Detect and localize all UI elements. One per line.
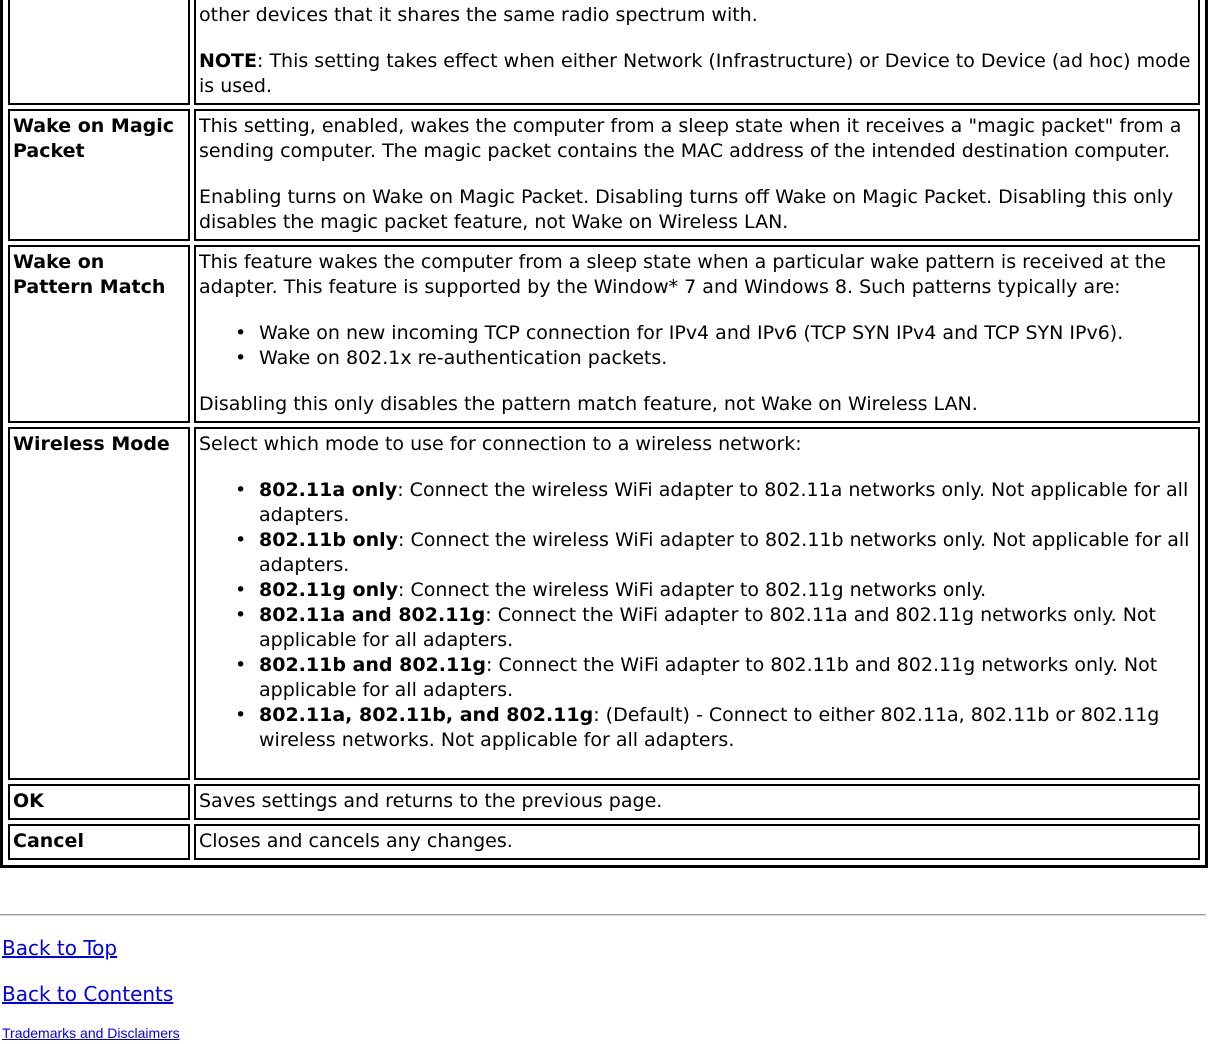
description-text: other devices that it shares the same radio spectrum with. — [199, 4, 758, 26]
mode-label: 802.11b and 802.11g — [259, 654, 487, 676]
term-cell: Wireless Mode — [8, 427, 190, 780]
note-text: : This setting takes effect when either Network (Infrastructure) or Device to Device (ad hoc) mode is used. — [199, 50, 1191, 97]
description-cell — [194, 245, 1200, 423]
list-item — [259, 478, 1196, 528]
list-item — [259, 653, 1196, 703]
mode-text: : Connect the wireless WiFi adapter to 802.11a networks only. Not applicable for all adapters. — [259, 479, 1189, 526]
mode-text: : Connect the wireless WiFi adapter to 802.11b networks only. Not applicable for all adapters. — [259, 529, 1190, 576]
mode-text: : Connect the WiFi adapter to 802.11b and 802.11g networks only. Not applicable for all adapters. — [259, 654, 1158, 701]
mode-label: 802.11a only — [259, 479, 398, 501]
trademarks-link[interactable]: Trademarks and Disclaimers — [2, 1025, 180, 1041]
settings-table — [4, 0, 1204, 864]
description-cell: Saves settings and returns to the previous page. — [194, 784, 1200, 820]
mode-label: 802.11a and 802.11g — [259, 604, 486, 626]
mode-list — [199, 478, 1196, 753]
list-item: • Wake on new incoming TCP connection for IPv4 and IPv6 (TCP SYN IPv4 and TCP SYN IPv6). — [259, 321, 1196, 346]
footer-divider — [0, 914, 1206, 916]
list-item — [259, 578, 1196, 603]
mode-label: 802.11a, 802.11b, and 802.11g — [259, 704, 594, 726]
description-cell — [194, 109, 1200, 241]
list-item — [259, 703, 1196, 753]
table-row — [8, 427, 1200, 780]
term-cell: OK — [8, 784, 190, 820]
back-to-top-link[interactable]: Back to Top — [2, 936, 118, 960]
description-text: Disabling this only disables the pattern match feature, not Wake on Wireless LAN. — [199, 393, 978, 415]
table-row — [8, 245, 1200, 423]
term-cell — [8, 0, 190, 105]
list-item: • Wake on 802.1x re-authentication packets. — [259, 346, 1196, 371]
term-cell: Cancel — [8, 824, 190, 860]
list-item — [259, 603, 1196, 653]
note-label: NOTE — [199, 50, 257, 72]
description-text: This feature wakes the computer from a sleep state when a particular wake pattern is received at the adapter. This feature is supported by the Window* 7 and Windows 8. Such patterns typically are: — [199, 251, 1166, 298]
list-item — [259, 528, 1196, 578]
description-cell — [194, 0, 1200, 105]
description-text: Select which mode to use for connection to a wireless network: — [199, 433, 802, 455]
footer-links — [2, 935, 180, 1041]
description-text: Enabling turns on Wake on Magic Packet. Disabling turns off Wake on Magic Packet. Disabling this only disables the magic packet feature, not Wake on Wireless LAN. — [199, 186, 1174, 233]
back-to-contents-link[interactable]: Back to Contents — [2, 982, 174, 1006]
mode-label: 802.11g only — [259, 579, 399, 601]
mode-label: 802.11b only — [259, 529, 399, 551]
description-text: This setting, enabled, wakes the computer from a sleep state when it receives a "magic packet" from a sending computer. The magic packet contains the MAC address of the intended destination computer. — [199, 115, 1182, 162]
description-cell: Closes and cancels any changes. — [194, 824, 1200, 860]
list-spacer — [199, 753, 1196, 774]
table-row — [8, 0, 1200, 105]
table-row — [8, 784, 1200, 820]
mode-text: : (Default) - Connect to either 802.11a, 802.11b or 802.11g wireless networks. Not applicable for all adapters. — [259, 704, 1160, 751]
table-row — [8, 109, 1200, 241]
pattern-list — [199, 321, 1196, 371]
description-cell — [194, 427, 1200, 780]
mode-text: : Connect the WiFi adapter to 802.11a and 802.11g networks only. Not applicable for all adapters. — [259, 604, 1157, 651]
note-paragraph — [199, 49, 1196, 99]
term-cell: Wake on Magic Packet — [8, 109, 190, 241]
mode-text: : Connect the wireless WiFi adapter to 802.11g networks only. — [398, 579, 987, 601]
term-cell: Wake on Pattern Match — [8, 245, 190, 423]
table-row — [8, 824, 1200, 860]
